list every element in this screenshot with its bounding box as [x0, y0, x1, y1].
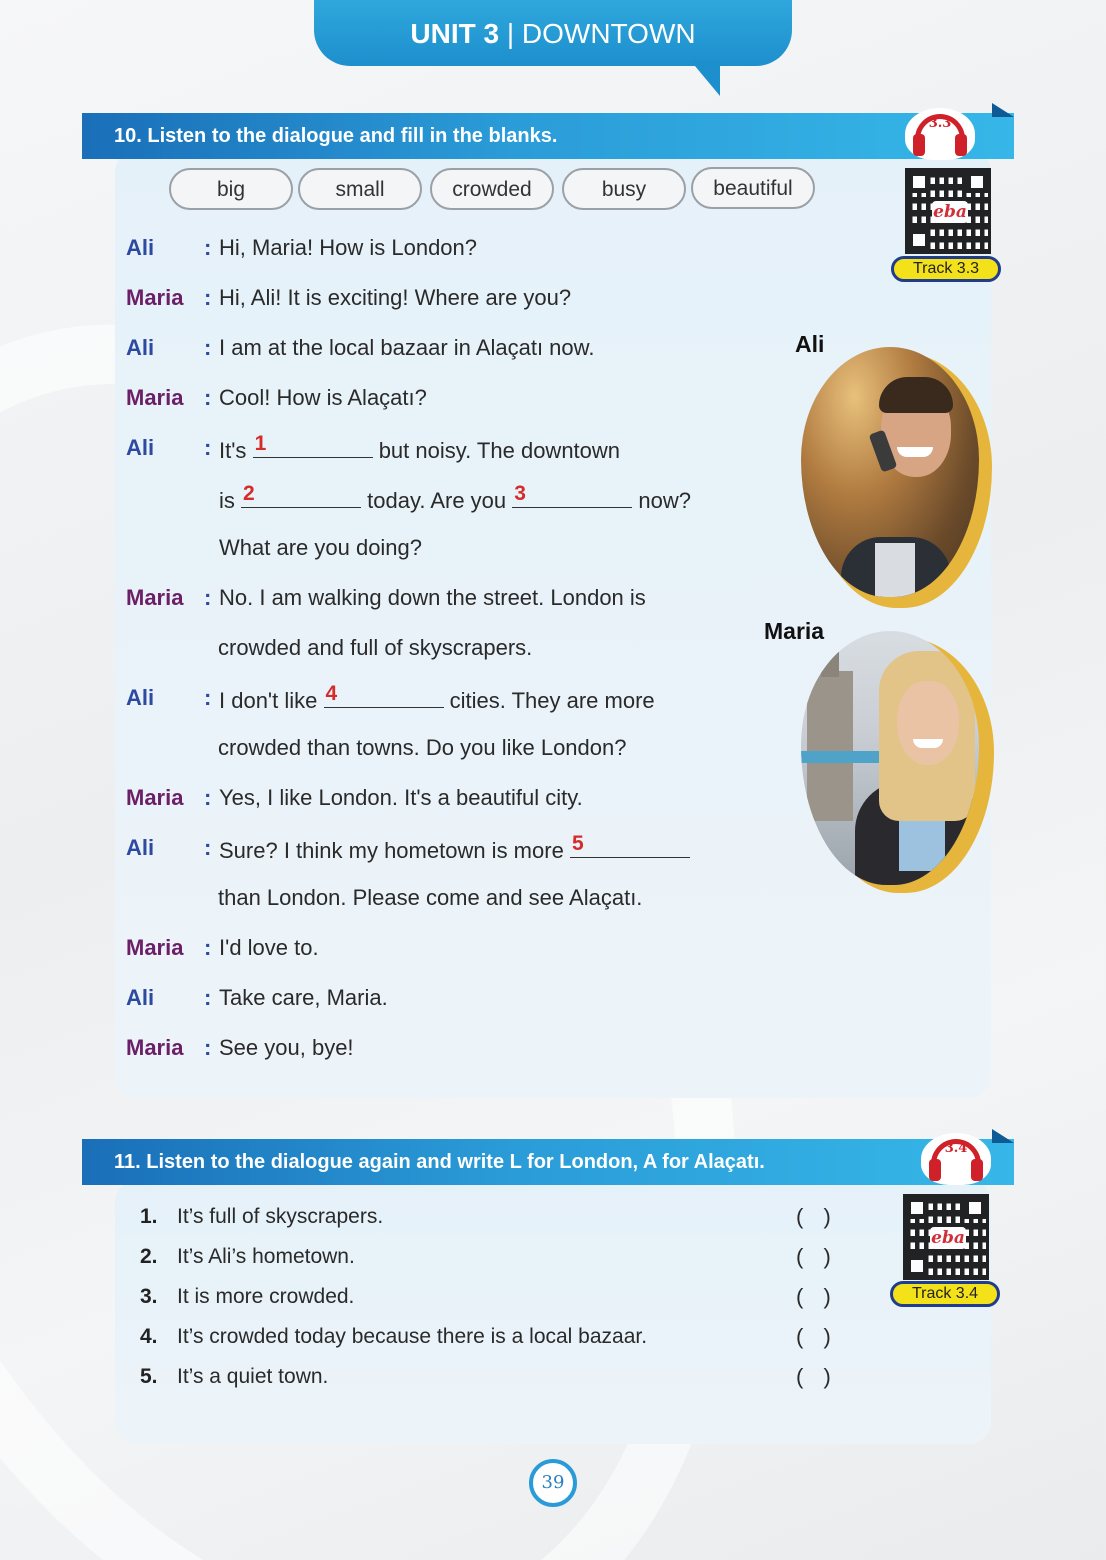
page-number: 39	[529, 1459, 577, 1507]
qr-code-icon[interactable]	[903, 1194, 989, 1280]
dialogue-line: is 2 today. Are you 3 now?	[219, 482, 691, 513]
speaker-label: Ali	[126, 435, 155, 460]
dialogue-line: I don't like 4 cities. They are more	[219, 682, 655, 713]
item-number: 5.	[140, 1365, 158, 1388]
dialogue-line: Sure? I think my hometown is more 5	[219, 834, 690, 865]
dialogue-line: Hi, Ali! It is exciting! Where are you?	[219, 285, 572, 310]
item-number: 3.	[140, 1285, 158, 1308]
headphones-badge-3-3[interactable]: 3.3	[905, 108, 975, 160]
dialogue-line: It's 1 but noisy. The downtown	[219, 432, 621, 463]
exercise-10-title: 10. Listen to the dialogue and fill in the blanks.	[82, 113, 1014, 159]
qr-code-icon[interactable]	[905, 168, 991, 254]
speaker-label: Maria	[126, 585, 184, 610]
title-bar-flag	[992, 103, 1014, 117]
blank-3[interactable]: 3	[512, 484, 632, 508]
blank-5[interactable]: 5	[570, 834, 690, 858]
headphones-badge-3-4[interactable]: 3.4	[921, 1133, 991, 1185]
colon: :	[204, 985, 212, 1010]
speaker-label: Maria	[126, 935, 184, 960]
colon: :	[204, 685, 212, 710]
speaker-label: Maria	[126, 385, 184, 410]
blank-2[interactable]: 2	[241, 484, 361, 508]
speech-bubble-tail	[690, 60, 720, 96]
maria-name-tag: Maria	[764, 618, 825, 644]
answer-box[interactable]: ( )	[796, 1364, 831, 1389]
speaker-label: Maria	[126, 785, 184, 810]
dialogue-line: Hi, Maria! How is London?	[219, 235, 478, 260]
colon: :	[204, 1035, 212, 1060]
answer-box[interactable]: ( )	[796, 1204, 831, 1229]
maria-photo	[801, 631, 979, 885]
answer-box[interactable]: ( )	[796, 1284, 831, 1309]
word-pill-crowded: crowded	[430, 168, 554, 210]
unit-topic: DOWNTOWN	[521, 18, 696, 49]
word-pill-big: big	[169, 168, 293, 210]
exercise-11-title: 11. Listen to the dialogue again and write L for London, A for Alaçatı.	[82, 1139, 1014, 1185]
track-label-3-3[interactable]: Track 3.3	[891, 256, 1001, 282]
speaker-label: Ali	[126, 235, 155, 260]
item-number: 2.	[140, 1245, 158, 1268]
answer-box[interactable]: ( )	[796, 1324, 831, 1349]
dialogue-line: Yes, I like London. It's a beautiful city.	[219, 785, 583, 810]
eba-logo: eba	[933, 202, 967, 222]
dialogue-line: than London. Please come and see Alaçatı.	[218, 885, 643, 910]
tower-bridge	[807, 671, 853, 821]
statement-text: It’s a quiet town.	[177, 1365, 329, 1388]
unit-header	[314, 0, 792, 66]
colon: :	[204, 235, 212, 260]
dialogue-line: See you, bye!	[219, 1035, 354, 1060]
speaker-label: Maria	[126, 285, 184, 310]
speaker-label: Ali	[126, 985, 155, 1010]
colon: :	[204, 835, 212, 860]
speaker-label: Ali	[126, 835, 155, 860]
dialogue-line: Take care, Maria.	[219, 985, 388, 1010]
speaker-label: Maria	[126, 1035, 184, 1060]
statement-text: It’s Ali’s hometown.	[177, 1245, 355, 1268]
title-bar-flag	[992, 1129, 1014, 1143]
dialogue-line: What are you doing?	[219, 535, 423, 560]
speaker-label: Ali	[126, 335, 155, 360]
statement-text: It’s crowded today because there is a local bazaar.	[177, 1325, 648, 1348]
word-pill-beautiful: beautiful	[691, 167, 815, 209]
dialogue-line: crowded than towns. Do you like London?	[218, 735, 627, 760]
statement-text: It’s full of skyscrapers.	[177, 1205, 384, 1228]
dialogue-line: I'd love to.	[219, 935, 319, 960]
dialogue-line: No. I am walking down the street. London is	[219, 585, 646, 610]
dialogue-line: Cool! How is Alaçatı?	[219, 385, 427, 410]
colon: :	[204, 585, 212, 610]
item-number: 1.	[140, 1205, 158, 1228]
colon: :	[204, 435, 212, 460]
word-pill-busy: busy	[562, 168, 686, 210]
colon: :	[204, 385, 212, 410]
dialogue-line: I am at the local bazaar in Alaçatı now.	[219, 335, 595, 360]
colon: :	[204, 285, 212, 310]
dialogue-line: crowded and full of skyscrapers.	[218, 635, 533, 660]
speaker-label: Ali	[126, 685, 155, 710]
unit-number: UNIT 3	[410, 18, 500, 49]
ali-name-tag: Ali	[795, 331, 825, 357]
answer-box[interactable]: ( )	[796, 1244, 831, 1269]
statement-text: It is more crowded.	[177, 1285, 355, 1308]
blank-1[interactable]: 1	[253, 434, 373, 458]
colon: :	[204, 785, 212, 810]
blank-4[interactable]: 4	[324, 684, 444, 708]
word-pill-small: small	[298, 168, 422, 210]
colon: :	[204, 935, 212, 960]
eba-logo: eba	[931, 1228, 965, 1248]
colon: :	[204, 335, 212, 360]
item-number: 4.	[140, 1325, 158, 1348]
track-label-3-4[interactable]: Track 3.4	[890, 1281, 1000, 1307]
unit-separator: |	[506, 18, 515, 49]
